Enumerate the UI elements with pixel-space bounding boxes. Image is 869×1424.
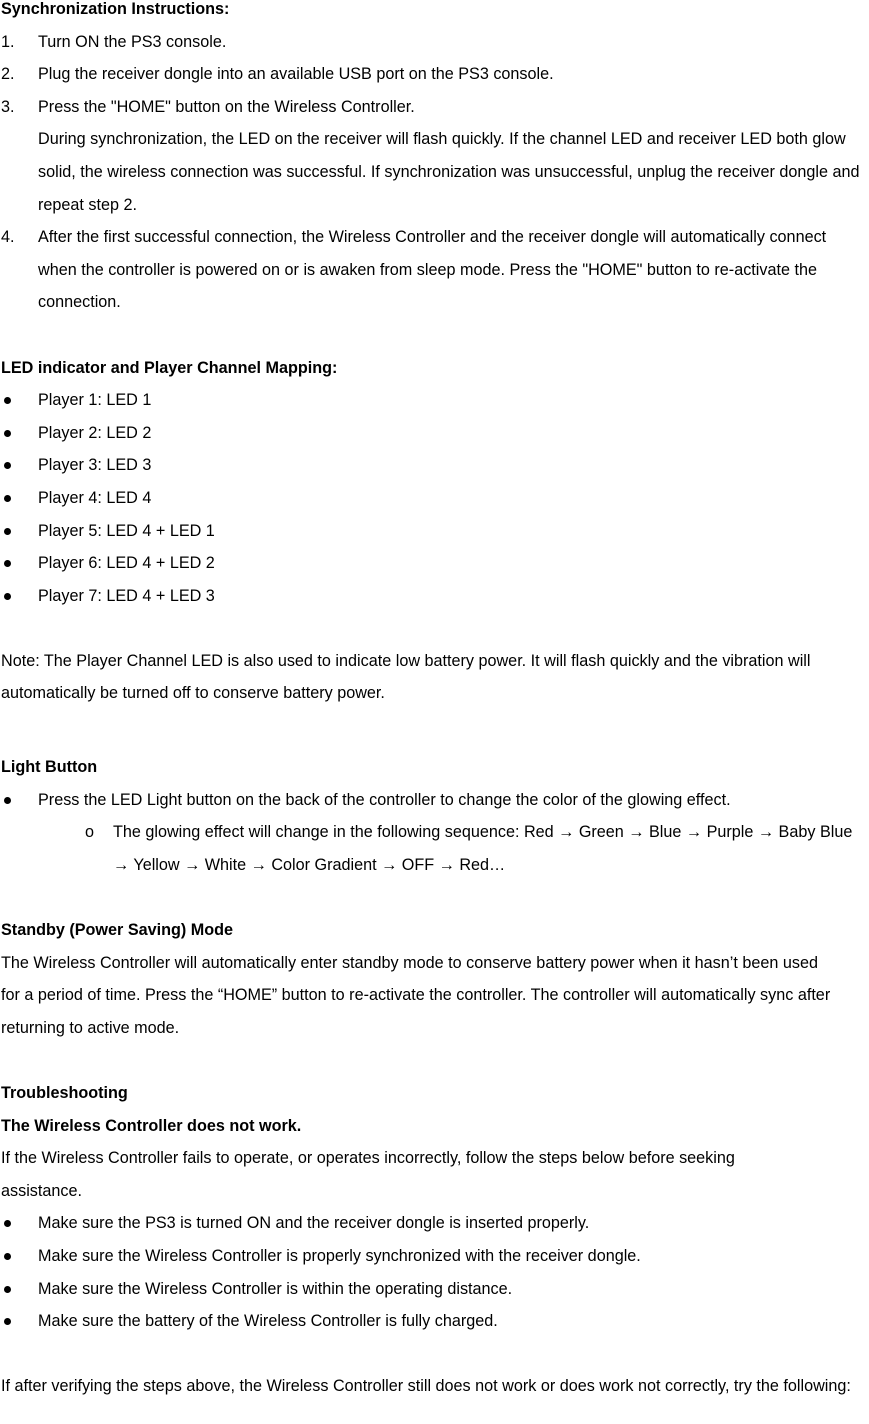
sync-steps-list bbox=[0, 26, 869, 319]
led-item: Player 5: LED 4 + LED 1 bbox=[38, 521, 215, 540]
led-item: Player 4: LED 4 bbox=[38, 488, 152, 507]
led-item: Player 3: LED 3 bbox=[38, 456, 152, 475]
trouble-item: Make sure the Wireless Controller is properly synchronized with the receiver dongle. bbox=[38, 1246, 641, 1265]
trouble-item: Make sure the Wireless Controller is within the operating distance. bbox=[38, 1279, 513, 1298]
light-item: Press the LED Light button on the back of the controller to change the color of the glowing effect. bbox=[38, 790, 731, 809]
sync-step-4 bbox=[0, 221, 869, 319]
sync-step-2 bbox=[0, 58, 869, 91]
step-3-detail: During synchronization, the LED on the receiver will flash quickly. If the channel LED and receiver LED both glow solid, the wireless connection was successful. If synchronization was unsuccessful, unplug the receiver dongle and repeat step 2. bbox=[38, 130, 860, 214]
trouble-heading: Troubleshooting bbox=[1, 1084, 128, 1102]
step-text: Press the "HOME" button on the Wireless Controller. bbox=[38, 97, 415, 116]
light-heading: Light Button bbox=[1, 758, 98, 777]
trouble-item: Make sure the battery of the Wireless Controller is fully charged. bbox=[38, 1312, 498, 1331]
trouble-item: Make sure the PS3 is turned ON and the receiver dongle is inserted properly. bbox=[38, 1214, 590, 1233]
trouble-subheading: The Wireless Controller does not work. bbox=[1, 1116, 302, 1135]
led-item: Player 7: LED 4 + LED 3 bbox=[38, 586, 215, 605]
led-heading: LED indicator and Player Channel Mapping: bbox=[1, 358, 338, 377]
sync-heading: Synchronization Instructions: bbox=[1, 0, 230, 18]
sub-bullet-icon: o bbox=[85, 823, 95, 842]
step-text: Plug the receiver dongle into an available USB port on the PS3 console. bbox=[38, 65, 554, 84]
standby-heading: Standby (Power Saving) Mode bbox=[1, 921, 234, 940]
step-number: 3. bbox=[1, 97, 15, 116]
trouble-list bbox=[0, 1207, 869, 1337]
step-text: Turn ON the PS3 console. bbox=[38, 32, 227, 51]
step-text: After the first successful connection, the Wireless Controller and the receiver dongle will automatically connect when the controller is powered on or is awaken from sleep mode. Press the "HOME" button to re-activate the connection. bbox=[38, 228, 827, 312]
led-item: Player 1: LED 1 bbox=[38, 391, 152, 410]
led-item: Player 2: LED 2 bbox=[38, 423, 152, 442]
step-number: 2. bbox=[1, 65, 15, 84]
light-sequence: o The glowing effect will change in the following sequence: Red → Green → Blue → Purple → Baby Blue → Yellow → White → Color Gradient → OFF → Red… bbox=[0, 816, 869, 881]
led-note: Note: The Player Channel LED is also used to indicate low battery power. It will flash quickly and the vibration will automatically be turned off to conserve battery power. bbox=[1, 651, 811, 703]
trouble-closing: If after verifying the steps above, the Wireless Controller still does not work or does work not correctly, try the following: bbox=[1, 1377, 851, 1396]
led-mapping-list bbox=[0, 384, 869, 612]
step-number: 4. bbox=[1, 228, 15, 247]
standby-text: The Wireless Controller will automatically enter standby mode to conserve battery power when it hasn’t been used for a period of time. Press the “HOME” button to re-activate the controller. The controller will automatically sync after returning to active mode. bbox=[1, 953, 831, 1037]
led-item: Player 6: LED 4 + LED 2 bbox=[38, 554, 215, 573]
trouble-intro: If the Wireless Controller fails to operate, or operates incorrectly, follow the steps below before seeking assistance. bbox=[1, 1149, 735, 1200]
step-number: 1. bbox=[1, 32, 15, 51]
sync-step-1 bbox=[0, 26, 869, 59]
sync-step-3 bbox=[0, 91, 869, 221]
